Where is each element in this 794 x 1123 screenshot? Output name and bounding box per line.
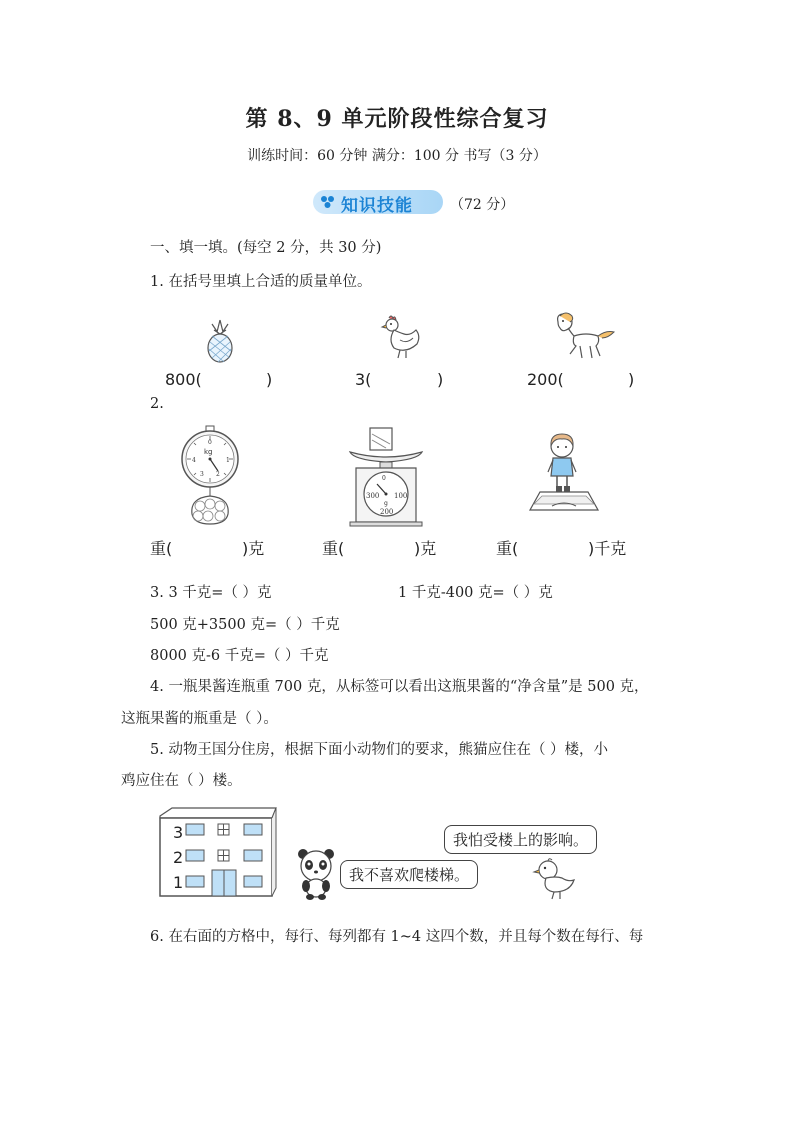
dial-tick-300: 300: [366, 492, 380, 500]
dots-icon: [320, 195, 336, 209]
hen-icon: [380, 314, 422, 360]
platform-scale-icon: [346, 428, 426, 526]
question-4-line2: 这瓶果酱的瓶重是（ ）。: [121, 711, 278, 727]
panda-icon: [296, 848, 336, 900]
q1-item-200: 200(: [527, 370, 564, 389]
scale-unit-kg: kg: [204, 448, 213, 456]
pony-icon: [552, 312, 616, 362]
q1-blank-close[interactable]: ): [628, 370, 635, 389]
svg-text:2: 2: [216, 471, 220, 478]
svg-text:3: 3: [200, 471, 204, 478]
question-2: 2.: [150, 396, 164, 412]
question-4-line1: 4. 一瓶果酱连瓶重 700 克，从标签可以看出这瓶果酱的“净含量”是 500 克，: [150, 679, 649, 695]
section-badge-label: 知识技能: [341, 196, 413, 216]
svg-text:0: 0: [208, 439, 212, 446]
q2-weight-2-unit[interactable]: )克: [414, 539, 437, 558]
svg-text:0: 0: [382, 475, 386, 482]
q2-weight-3-prefix: 重(: [496, 539, 519, 558]
question-5-line1: 5. 动物王国分住房，根据下面小动物们的要求，熊猫应住在（ ）楼，小: [150, 742, 609, 758]
spring-scale-icon: [180, 426, 240, 526]
q2-weight-3-unit[interactable]: )千克: [588, 539, 627, 558]
floor-label-2: 2: [173, 848, 184, 867]
part-heading: 一、填一填。(每空 2 分，共 30 分): [150, 240, 382, 256]
floor-label-3: 3: [173, 823, 184, 842]
q2-weight-1-unit[interactable]: )克: [242, 539, 265, 558]
question-5-line2: 鸡应住在（ ）楼。: [121, 773, 242, 789]
svg-text:4: 4: [192, 457, 196, 464]
page-title: 第 8、9 单元阶段性综合复习: [245, 106, 549, 132]
q2-weight-2-prefix: 重(: [322, 539, 345, 558]
dial-tick-100: 100: [394, 492, 408, 500]
question-3b: 1 千克-400 克=（ ）克: [398, 585, 553, 601]
dial-tick-200: 200: [380, 508, 394, 516]
question-3a: 3. 3 千克=（ ）克: [150, 585, 272, 601]
question-3d: 8000 克-6 千克=（ ）千克: [150, 648, 329, 664]
page-subtitle: 训练时间：60 分钟 满分：100 分 书写（3 分）: [247, 148, 547, 164]
q1-blank-close[interactable]: ): [266, 370, 273, 389]
chick-icon: [534, 858, 578, 900]
pineapple-icon: [200, 318, 240, 364]
section-score: （72 分）: [450, 197, 515, 213]
scale-unit-g: g: [384, 500, 388, 507]
q1-item-3: 3(: [355, 370, 372, 389]
question-1: 1. 在括号里填上合适的质量单位。: [150, 274, 372, 290]
floor-label-1: 1: [173, 873, 184, 892]
q1-item-800: 800(: [165, 370, 202, 389]
q2-weight-1-prefix: 重(: [150, 539, 173, 558]
section-badge: [313, 190, 443, 214]
chick-speech-bubble: 我怕受楼上的影响。: [444, 825, 597, 854]
question-6-line1: 6. 在右面的方格中，每行、每列都有 1~4 这四个数，并且每个数在每行、每: [150, 929, 644, 945]
question-3c: 500 克+3500 克=（ ）千克: [150, 617, 340, 633]
girl-on-scale-icon: [526, 432, 602, 524]
panda-speech-bubble: 我不喜欢爬楼梯。: [340, 860, 478, 889]
svg-text:1: 1: [226, 457, 230, 464]
q1-blank-close[interactable]: ): [437, 370, 444, 389]
